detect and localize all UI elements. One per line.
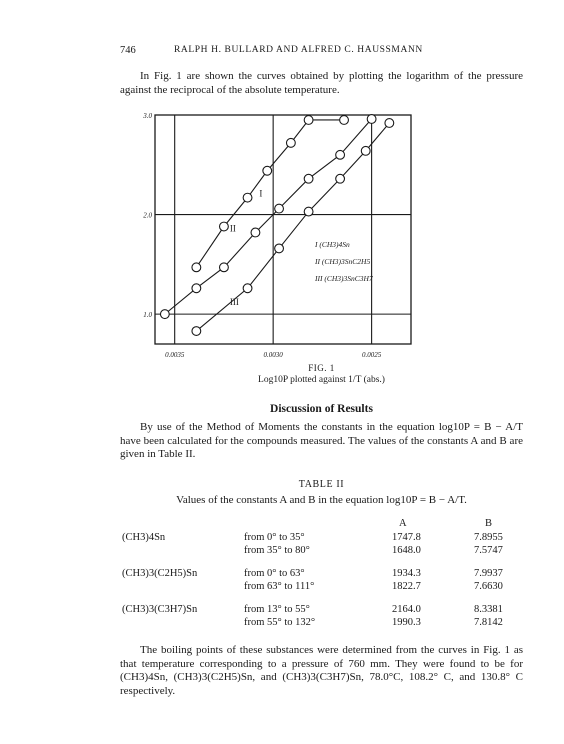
table-row [120, 617, 523, 630]
column-header-b: B [485, 518, 493, 529]
temperature-range: from 55° to 132° [244, 617, 316, 628]
y-tick-label: 1.0 [143, 311, 152, 320]
compound-name: (CH3)3(C2H5)Sn [122, 568, 198, 579]
data-point [367, 115, 376, 124]
data-point [385, 119, 394, 128]
table-header-row [120, 518, 523, 531]
constant-a: 1648.0 [392, 545, 421, 556]
plot-frame [155, 115, 411, 344]
data-point [304, 207, 313, 216]
figure-caption-label: FIG. 1 [308, 363, 335, 373]
curve-label: II [229, 223, 236, 234]
figure-caption-text: Log10P plotted against 1/T (abs.) [258, 375, 385, 385]
data-point [192, 263, 201, 272]
compound-name: (CH3)3(C3H7)Sn [122, 604, 198, 615]
constant-a: 1747.8 [392, 532, 421, 543]
curve-label: III [229, 297, 239, 308]
y-tick-label: 3.0 [143, 112, 152, 120]
legend-entry: II (CH3)3SnC2H5 [315, 257, 371, 266]
closing-paragraph: The boiling points of these substances were determined from the curves in Fig. 1 as that temperature corresponding to a pressure of 760 mm. They were found to be for (CH3)4Sn, (CH3)3(C2H5)Sn, and (CH3)3(C3H7)Sn, 78.0°C, 108.2° C, and 130.8° C respectively. [120, 644, 523, 697]
data-point [220, 222, 229, 231]
data-point [192, 327, 201, 336]
constant-b: 7.9937 [474, 568, 503, 579]
constant-a: 2164.0 [392, 604, 421, 615]
series-II [160, 115, 376, 319]
data-point [275, 244, 284, 253]
x-tick-label: 0.0025 [361, 351, 382, 359]
data-point [304, 116, 313, 125]
temperature-range: from 35° to 80° [244, 545, 310, 556]
intro-paragraph: In Fig. 1 are shown the curves obtained by plotting the logarithm of the pressure against the reciprocal of the absolute temperature. [120, 70, 523, 96]
table-row [120, 581, 523, 594]
constant-b: 7.8955 [474, 532, 503, 543]
x-tick-label: 0.0035 [165, 351, 185, 359]
constant-b: 8.3381 [474, 604, 503, 615]
constant-b: 7.5747 [474, 545, 503, 556]
constant-a: 1822.7 [392, 581, 421, 592]
table-row [120, 568, 523, 581]
plot-curves [160, 115, 393, 336]
data-point [304, 174, 313, 183]
running-title: RALPH H. BULLARD AND ALFRED C. HAUSSMANN [174, 45, 423, 55]
table-row [120, 532, 523, 545]
temperature-range: from 13° to 55° [244, 604, 310, 615]
data-point [243, 284, 252, 293]
plot-legend [314, 240, 373, 283]
data-point [251, 228, 260, 237]
temperature-range: from 0° to 35° [244, 532, 305, 543]
column-header-a: A [399, 518, 407, 529]
data-point [263, 166, 272, 175]
data-point [220, 263, 229, 272]
data-point [361, 146, 370, 155]
running-header [120, 45, 520, 59]
data-point [286, 138, 295, 147]
temperature-range: from 63° to 111° [244, 581, 315, 592]
figure-plot [135, 108, 425, 360]
y-tick-label: 2.0 [143, 211, 152, 220]
table-label: TABLE II [298, 479, 345, 490]
data-point [192, 284, 201, 293]
table-row [120, 604, 523, 617]
constant-a: 1990.3 [392, 617, 421, 628]
curve-label: I [259, 188, 263, 199]
data-point [336, 174, 345, 183]
data-point [340, 116, 349, 125]
data-point [243, 193, 252, 202]
plot-grid [155, 115, 411, 344]
constant-b: 7.8142 [474, 617, 503, 628]
discussion-paragraph: By use of the Method of Moments the constants in the equation log10P = B − A/T have been calculated for the compounds measured. The values of the constants A and B are given in Table II. [120, 421, 523, 460]
data-point [336, 150, 345, 159]
table-row [120, 545, 523, 558]
temperature-range: from 0° to 63° [244, 568, 305, 579]
data-point [160, 310, 169, 319]
data-point [275, 204, 284, 213]
page-number: 746 [120, 45, 136, 56]
constant-a: 1934.3 [392, 568, 421, 579]
table-title: Values of the constants A and B in the equation log10P = B − A/T. [176, 494, 467, 506]
section-heading: Discussion of Results [270, 403, 373, 415]
constant-b: 7.6630 [474, 581, 503, 592]
x-tick-label: 0.0030 [263, 351, 283, 359]
legend-entry: III (CH3)3SnC3H7 [315, 274, 373, 283]
compound-name: (CH3)4Sn [122, 532, 166, 543]
legend-entry: I (CH3)4Sn [315, 240, 350, 249]
